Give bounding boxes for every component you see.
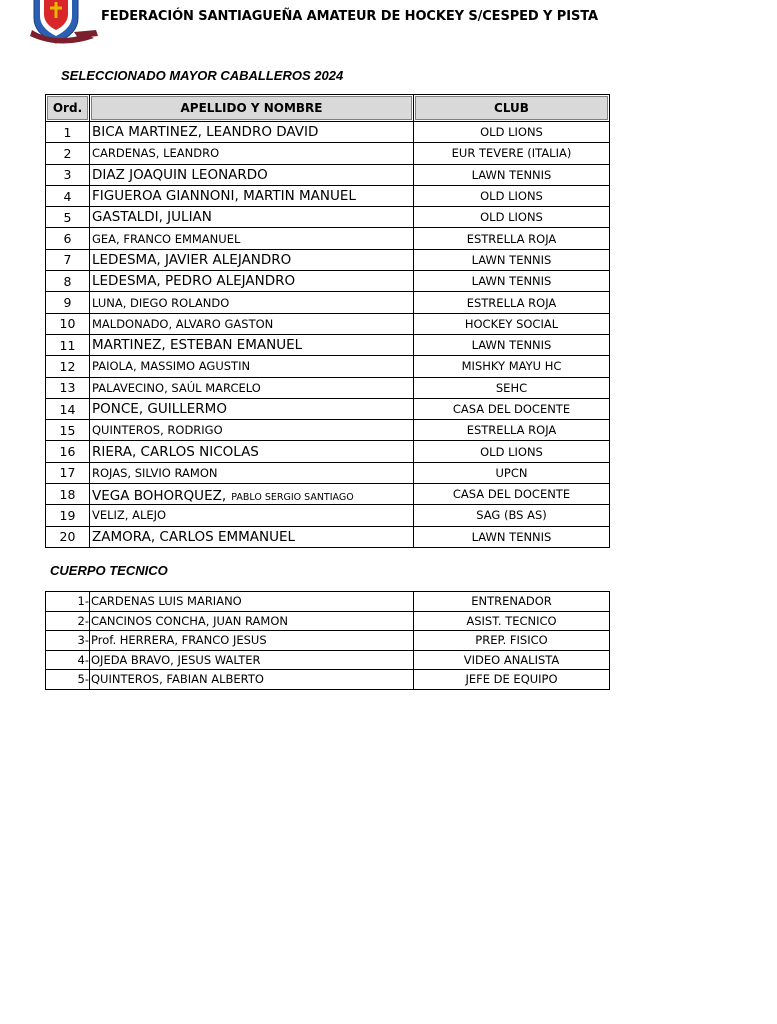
player-club: LAWN TENNIS	[414, 526, 610, 547]
staff-ord: 4-	[46, 650, 90, 670]
staff-ord: 2-	[46, 611, 90, 631]
roster-row	[46, 164, 610, 185]
staff-role: VIDEO ANALISTA	[414, 650, 610, 670]
player-club: EUR TEVERE (ITALIA)	[414, 143, 610, 164]
staff-role: JEFE DE EQUIPO	[414, 670, 610, 690]
roster-table	[45, 94, 610, 548]
row-ord: 8	[46, 271, 90, 292]
row-ord: 19	[46, 505, 90, 526]
player-club: HOCKEY SOCIAL	[414, 313, 610, 334]
player-club: OLD LIONS	[414, 185, 610, 206]
player-club: LAWN TENNIS	[414, 334, 610, 355]
player-name: FIGUEROA GIANNONI, MARTIN MANUEL	[90, 185, 414, 206]
staff-name: QUINTEROS, FABIAN ALBERTO	[90, 670, 414, 690]
staff-name: OJEDA BRAVO, JESUS WALTER	[90, 650, 414, 670]
player-name: PAIOLA, MASSIMO AGUSTIN	[90, 356, 414, 377]
row-ord: 7	[46, 249, 90, 270]
staff-row	[46, 650, 610, 670]
player-name: GASTALDI, JULIAN	[90, 207, 414, 228]
player-name: GEA, FRANCO EMMANUEL	[90, 228, 414, 249]
staff-role: PREP. FISICO	[414, 631, 610, 651]
row-ord: 11	[46, 334, 90, 355]
player-club: LAWN TENNIS	[414, 164, 610, 185]
roster-row	[46, 377, 610, 398]
row-ord: 10	[46, 313, 90, 334]
player-name-extra: PABLO SERGIO SANTIAGO	[231, 491, 354, 503]
roster-row	[46, 356, 610, 377]
player-club: UPCN	[414, 462, 610, 483]
player-name: LEDESMA, JAVIER ALEJANDRO	[90, 249, 414, 270]
player-club: OLD LIONS	[414, 441, 610, 462]
staff-row	[46, 611, 610, 631]
player-name: PALAVECINO, SAÚL MARCELO	[90, 377, 414, 398]
staff-name: CANCINOS CONCHA, JUAN RAMON	[90, 611, 414, 631]
player-name: MARTINEZ, ESTEBAN EMANUEL	[90, 334, 414, 355]
staff-role: ENTRENADOR	[414, 592, 610, 612]
roster-row	[46, 122, 610, 143]
roster-row	[46, 207, 610, 228]
staff-title: CUERPO TECNICO	[50, 563, 168, 578]
row-ord: 14	[46, 398, 90, 419]
player-name: VEGA BOHORQUEZ,	[92, 487, 227, 504]
player-name: RIERA, CARLOS NICOLAS	[90, 441, 414, 462]
row-ord: 5	[46, 207, 90, 228]
staff-name: CARDENAS LUIS MARIANO	[90, 592, 414, 612]
row-ord: 20	[46, 526, 90, 547]
club-column-header: CLUB	[414, 95, 610, 122]
player-club: LAWN TENNIS	[414, 249, 610, 270]
row-ord: 18	[46, 484, 90, 505]
row-ord: 9	[46, 292, 90, 313]
roster-row	[46, 462, 610, 483]
player-club: SAG (BS AS)	[414, 505, 610, 526]
player-name: ZAMORA, CARLOS EMMANUEL	[90, 526, 414, 547]
player-club: OLD LIONS	[414, 207, 610, 228]
row-ord: 1	[46, 122, 90, 143]
row-ord: 3	[46, 164, 90, 185]
player-name: LUNA, DIEGO ROLANDO	[90, 292, 414, 313]
roster-row	[46, 143, 610, 164]
roster-row	[46, 271, 610, 292]
roster-row	[46, 292, 610, 313]
player-name: ROJAS, SILVIO RAMON	[90, 462, 414, 483]
row-ord: 13	[46, 377, 90, 398]
staff-ord: 1-	[46, 592, 90, 612]
roster-row	[46, 484, 610, 505]
roster-row	[46, 441, 610, 462]
player-club: MISHKY MAYU HC	[414, 356, 610, 377]
ord-column-header: Ord.	[46, 95, 90, 122]
player-club: OLD LIONS	[414, 122, 610, 143]
roster-row	[46, 526, 610, 547]
staff-row	[46, 592, 610, 612]
player-name: BICA MARTINEZ, LEANDRO DAVID	[90, 122, 414, 143]
row-ord: 17	[46, 462, 90, 483]
player-club: ESTRELLA ROJA	[414, 292, 610, 313]
staff-row	[46, 631, 610, 651]
player-name: CARDENAS, LEANDRO	[90, 143, 414, 164]
row-ord: 4	[46, 185, 90, 206]
staff-role: ASIST. TECNICO	[414, 611, 610, 631]
roster-row	[46, 334, 610, 355]
row-ord: 16	[46, 441, 90, 462]
player-name-cell	[90, 484, 414, 505]
staff-table	[45, 591, 610, 690]
row-ord: 6	[46, 228, 90, 249]
player-name: QUINTEROS, RODRIGO	[90, 420, 414, 441]
roster-row	[46, 185, 610, 206]
player-club: LAWN TENNIS	[414, 271, 610, 292]
staff-ord: 5-	[46, 670, 90, 690]
roster-row	[46, 505, 610, 526]
player-club: CASA DEL DOCENTE	[414, 484, 610, 505]
row-ord: 15	[46, 420, 90, 441]
staff-row	[46, 670, 610, 690]
staff-ord: 3-	[46, 631, 90, 651]
player-name: VELIZ, ALEJO	[90, 505, 414, 526]
player-club: SEHC	[414, 377, 610, 398]
player-name: DIAZ JOAQUIN LEONARDO	[90, 164, 414, 185]
name-column-header: APELLIDO Y NOMBRE	[90, 95, 414, 122]
player-club: ESTRELLA ROJA	[414, 420, 610, 441]
roster-row	[46, 420, 610, 441]
roster-row	[46, 249, 610, 270]
roster-header-row	[46, 95, 610, 122]
federation-title: FEDERACIÓN SANTIAGUEÑA AMATEUR DE HOCKEY S/CESPED Y PISTA	[101, 9, 598, 24]
roster-row	[46, 313, 610, 334]
roster-row	[46, 228, 610, 249]
player-club: ESTRELLA ROJA	[414, 228, 610, 249]
player-name: MALDONADO, ALVARO GASTON	[90, 313, 414, 334]
row-ord: 2	[46, 143, 90, 164]
player-club: CASA DEL DOCENTE	[414, 398, 610, 419]
staff-name: Prof. HERRERA, FRANCO JESUS	[90, 631, 414, 651]
federation-shield-logo	[30, 0, 100, 44]
row-ord: 12	[46, 356, 90, 377]
roster-title: SELECCIONADO MAYOR CABALLEROS 2024	[61, 68, 344, 83]
roster-row	[46, 398, 610, 419]
player-name: PONCE, GUILLERMO	[90, 398, 414, 419]
player-name: LEDESMA, PEDRO ALEJANDRO	[90, 271, 414, 292]
